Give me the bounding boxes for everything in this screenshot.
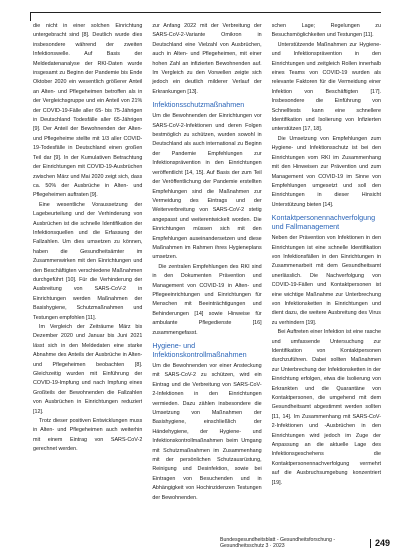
paragraph: die nicht in einer solchen Einrichtung untergebracht sind [8]. Deutlich wurde dies insbesondere während der zweiten Infektionswelle. Auf Basis der Meldedatenanalyse der RKI-Daten wurde insgesamt zu Beginn der Pandemie bis Ende Oktober 2020 ein wesentlich größerer Anteil an Alten- und Pflegeheimen betroffen als in der Vergleichsgruppe und ein Anteil von 21% der COVID-19-Fälle aller 65- bis 75-Jährigen in Deutschland Todesfälle aller 65-Jährigen [9]. Der Anteil der Bewohnenden der Alten- und Pflegeheime stellte mit 1/3 aller COVID-19-Todesfälle in Deutschland einen großen Teil dar [9]. In der Kumulativen Betrachtung der Einrichtungen mit COVID-19-Ausbrüchen zwischen März und Mai 2020 zeigt sich, dass ca. 50% der Ausbrüche in Alten- und Pflegeheimen auftraten [9].: [33, 23, 143, 199]
paragraph: Eine wesentliche Voraussetzung der Lagebeurteilung und der Verhinderung von Ausbrüchen ist die schnelle Identifikation der Infektionsquellen und die Erfassung der Fallzahlen. Um dies umsetzen zu können, haben die Gesundheitsämter im Zusammenwirken mit den Einrichtungen und den Beschäftigten verschiedene Maßnahmen durchgeführt [10]. Für die Verhinderung der Ausbreitung von SARS-CoV-2 in Einrichtungen werden Maßnahmen der Basishygiene, Schutzmaßnahmen und Testungen empfohlen [11].: [33, 201, 143, 321]
paragraph: Bei Auftreten einer Infektion ist eine rasche und umfassende Untersuchung zur Identifikation von Kontaktpersonen durchzuführen. Dabei sollten Maßnahmen zur Unterbrechung der Infektionsketten in der Einrichtung erfolgen, etwa die Isolierung von Erkrankten und die Quarantäne von Kontaktpersonen, die umgehend mit dem Gesundheitsamt abgestimmt werden sollten [11, 14]. Im Zusammenhang mit SARS-CoV-2-Infektionen und -Ausbrüchen in den Einrichtungen wird jedoch im Zuge der Anpassung an die aktuelle Lage des Infektionsgeschehens die Kontaktpersonennachverfolgung vermehrt auf die Ausbruchsumgebung konzentriert [19].: [271, 329, 381, 486]
paragraph: Unterstützende Maßnahmen zur Hygiene- und Infektionsprävention in den Einrichtungen und zeitgleich Rollen innerhalb eines Teams von COVID-19 wurden als relevante Faktoren für die Vermeidung einer Infektion von Beschäftigten [17]. Insbesondere die Einführung von Schnelltests kann eine schnellere Identifikation und Isolierung von Infizierten unterstützen [17, 18].: [271, 41, 381, 133]
page-footer: [220, 537, 390, 549]
paragraph: Trotz dieser positiven Entwicklungen muss in Alten- und Pflegeheimen auch weiterhin mit einem Eintrag von SARS-CoV-2 gerechnet werden.: [33, 418, 143, 453]
paragraph: Im Vergleich der Zeiträume März bis Dezember 2020 und Januar bis Juni 2021 lässt sich in den Meldedaten eine starke Abnahme des Anteils der Ausbrüche in Alten- und Pflegeheimen beobachten [8]. Gleichzeitig wurden mit Einführung der COVID-19-Impfung und nach Impfung eines Großteils der Bewohnenden die Fallzahlen von Ausbrüchen in Einrichtungen reduziert [12].: [33, 324, 143, 415]
section-heading: Kontaktpersonennachverfolgung und Fallmanagement: [271, 213, 376, 232]
subsection-heading: Hygiene- und Infektionskontrollmaßnahmen: [152, 341, 247, 359]
paragraph: Die Umsetzung von Empfehlungen zum Hygiene- und Infektionsschutz ist bei den Einrichtungen vom RKI im Zusammenhang mit den Hinweisen zur Prävention und zum Management von COVID-19 im Sinne von Empfehlungen umgesetzt und soll den Einrichtungen in dieser Hinsicht Unterstützung bieten [14].: [271, 135, 381, 208]
header-rule: [30, 12, 381, 21]
paragraph: Die zentralen Empfehlungen des RKI sind in den Dokumenten Prävention und Management von COVID-19 in Alten- und Pflegeeinrichtungen und Einrichtungen für Menschen mit Beeinträchtigungen und Behinderungen [14] sowie Hinweise für ambulante Pflegedienste [16] zusammengefasst.: [152, 263, 262, 336]
page-number: 249: [374, 538, 390, 548]
column-3: [272, 22, 381, 530]
paragraph: Um die Bewohnenden vor einer Ansteckung mit SARS-CoV-2 zu schützen, wird ein Eintrag und die Verbreitung von SARS-CoV-2-Infektionen in den Einrichtungen vermieden. Dazu zählen insbesondere die Umsetzung von Maßnahmen der Basishygiene, einschließlich der Händehygiene, der Hygiene- und Infektionskontrollmaßnahmen beim Umgang mit Schutzmaßnahmen im Zusammenhang mit der persönlichen Schutzausrüstung, Reinigung und Desinfektion, sowie bei Eintragen von Besuchenden und in Abhängigkeit von Hochinzidenzen Testungen der Bewohnenden.: [152, 363, 262, 501]
column-2: [152, 22, 261, 530]
journal-citation: Bundesgesundheitsblatt - Gesundheitsforschung - Gesundheitsschutz 3 · 2023: [220, 537, 336, 549]
section-heading: Infektionsschutzmaßnahmen: [152, 100, 245, 110]
paragraph: Um die Bewohnenden der Einrichtungen vor SARS-CoV-2-Infektionen und deren Folgen bestmöglich zu schützen, wurden sowohl in Deutschland als auch international zu Beginn der Pandemie Empfehlungen zur Infektionsprävention in den Einrichtungen veröffentlicht [14, 15]. Auf Basis der zum Teil der Veröffentlichung der Pandemie erstellten Empfehlungen sind die Maßnahmen zur Vermeidung des Eintrags und der Weiterverbreitung von SARS-CoV-2 stetig angepasst und weiterentwickelt worden. Die Einrichtungen müssen sich mit den Empfehlungen auseinandersetzen und diese Maßnahmen im Rahmen ihres Hygieneplans umsetzen.: [152, 113, 262, 261]
column-1: [33, 22, 142, 530]
paragraph: Neben der Prävention von Infektionen in den Einrichtungen ist eine schnelle Identifikation von Infektionsfällen in den Einrichtungen in Zusammenarbeit mit dem Gesundheitsamt unerlässlich. Die Nachverfolgung von COVID-19-Fällen und Kontaktpersonen ist eine wichtige Maßnahme zur Unterbrechung von Infektionsketten in Einrichtungen und dient dazu, die weitere Ausbreitung des Virus zu verhindern [19].: [271, 235, 381, 326]
paragraph: schen Lage; Regelungen zu Besuchsmöglichkeiten und Testungen [11].: [271, 23, 381, 39]
article-body: [33, 22, 381, 530]
paragraph: zur Anfang 2022 mit der Verbreitung der SARS-CoV-2-Variante Omikron in Deutschland eine Vielzahl von Ausbrüchen, auch in Alten- und Pflegeheimen, mit einer hohen Zahl an infizierten Bewohnenden auf. Im Vergleich zu den Vorwellen zeigte sich jedoch ein deutlich milderer Verlauf der Erkrankungen [13].: [152, 23, 262, 95]
footer-divider: [370, 539, 371, 548]
